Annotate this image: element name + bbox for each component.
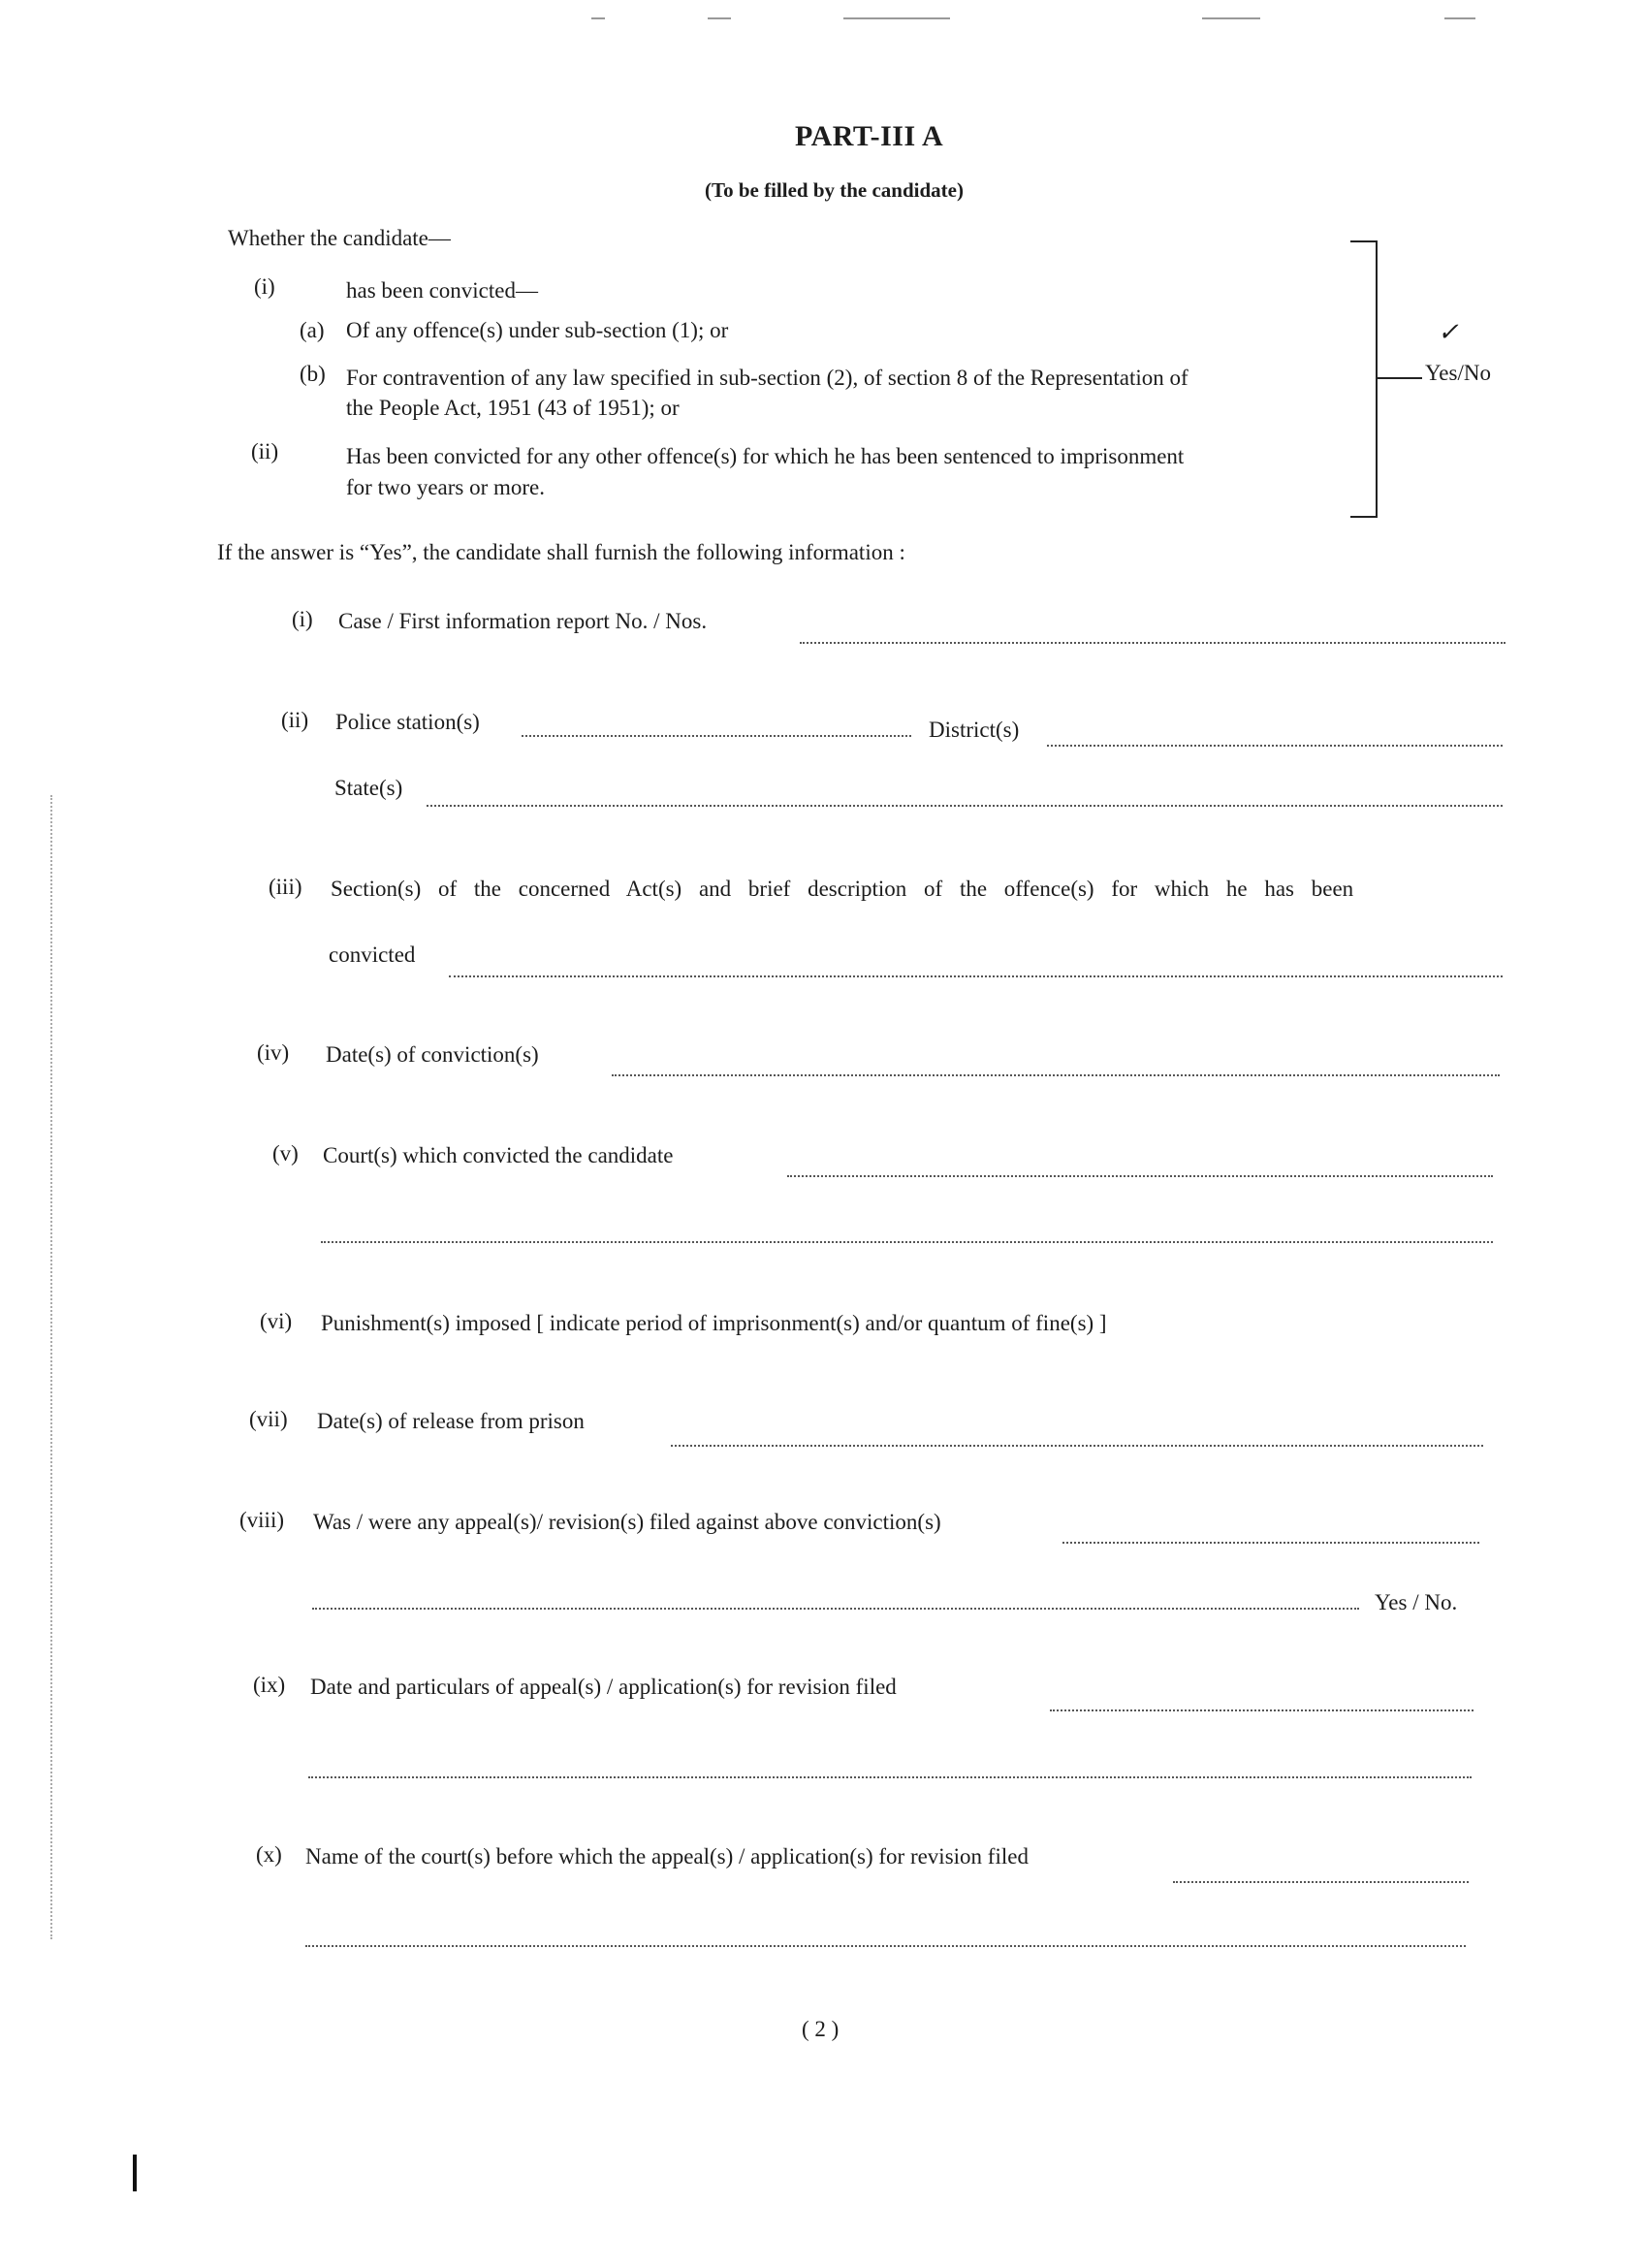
item-number: (b) — [300, 362, 326, 386]
field-label: District(s) — [929, 718, 1020, 742]
fill-line[interactable] — [1047, 745, 1503, 747]
scan-artifact — [843, 17, 950, 19]
field-label: Date(s) of conviction(s) — [326, 1042, 539, 1067]
fill-line[interactable] — [1050, 1709, 1474, 1711]
question-intro: Whether the candidate— — [228, 226, 451, 250]
field-label: Was / were any appeal(s)/ revision(s) filed against above conviction(s) — [313, 1510, 941, 1534]
fill-line[interactable] — [427, 805, 1503, 807]
field-label: Section(s) of the concerned Act(s) and brief description of the offence(s) for which he has been — [331, 877, 1354, 901]
page-subtitle: (To be filled by the candidate) — [705, 178, 964, 202]
field-number: (i) — [292, 607, 313, 631]
item-number: (ii) — [251, 439, 279, 463]
page-number: ( 2 ) — [802, 2017, 840, 2041]
field-number: (x) — [256, 1842, 282, 1867]
fill-line[interactable] — [1062, 1542, 1479, 1544]
field-label: Date(s) of release from prison — [317, 1409, 585, 1433]
item-text: has been convicted— — [346, 278, 538, 303]
fill-line[interactable] — [787, 1175, 1493, 1177]
field-label: Court(s) which convicted the candidate — [323, 1143, 674, 1167]
fill-line[interactable] — [1173, 1881, 1469, 1883]
bracket-connector — [1378, 377, 1422, 379]
scan-artifact — [708, 17, 731, 19]
scan-margin-artifact — [50, 795, 52, 1939]
field-number: (vi) — [260, 1309, 293, 1333]
fill-line[interactable] — [312, 1608, 1359, 1610]
scan-artifact — [1444, 17, 1475, 19]
answer-yes-no: Yes / No. — [1375, 1590, 1458, 1614]
item-text: For contravention of any law specified in sub-section (2), of section 8 of the Representation of — [346, 366, 1188, 390]
scan-artifact — [591, 17, 605, 19]
page-title: PART-III A — [795, 120, 944, 152]
fill-line[interactable] — [449, 975, 1503, 977]
answer-yes-no: Yes/No — [1425, 361, 1491, 385]
handwritten-tick-mark: ✓ — [1438, 318, 1459, 346]
fill-line[interactable] — [671, 1445, 1483, 1447]
field-number: (iv) — [257, 1040, 290, 1065]
field-number: (ii) — [281, 708, 309, 732]
field-label: Police station(s) — [335, 710, 480, 734]
fill-line[interactable] — [612, 1074, 1500, 1076]
field-number: (iii) — [269, 875, 302, 899]
field-label: Name of the court(s) before which the appeal(s) / application(s) for revision filed — [305, 1844, 1029, 1869]
instruction-text: If the answer is “Yes”, the candidate shall furnish the following information : — [217, 540, 905, 564]
field-label: Case / First information report No. / Nos. — [338, 609, 708, 633]
fill-line[interactable] — [308, 1776, 1472, 1778]
fill-line[interactable] — [800, 642, 1505, 644]
item-text: Has been convicted for any other offence(s) for which he has been sentenced to imprisonment — [346, 444, 1185, 468]
field-number: (v) — [272, 1141, 299, 1166]
field-number: (ix) — [253, 1673, 286, 1697]
item-text: Of any offence(s) under sub-section (1); or — [346, 318, 729, 342]
item-text: for two years or more. — [346, 475, 546, 499]
field-label: State(s) — [334, 776, 403, 800]
fill-line[interactable] — [321, 1241, 1493, 1243]
fill-line[interactable] — [522, 735, 911, 737]
fill-line[interactable] — [305, 1945, 1466, 1947]
field-label: Punishment(s) imposed [ indicate period of imprisonment(s) and/or quantum of fine(s) ] — [321, 1311, 1107, 1335]
field-label: convicted — [329, 942, 416, 967]
scan-artifact — [1202, 17, 1260, 19]
scan-mark — [133, 2155, 137, 2191]
item-number: (i) — [254, 274, 275, 299]
item-number: (a) — [300, 318, 325, 342]
field-number: (viii) — [239, 1508, 284, 1532]
field-number: (vii) — [249, 1407, 288, 1431]
item-text: the People Act, 1951 (43 of 1951); or — [346, 396, 680, 420]
field-label: Date and particulars of appeal(s) / application(s) for revision filed — [310, 1675, 897, 1699]
answer-bracket — [1350, 240, 1378, 518]
